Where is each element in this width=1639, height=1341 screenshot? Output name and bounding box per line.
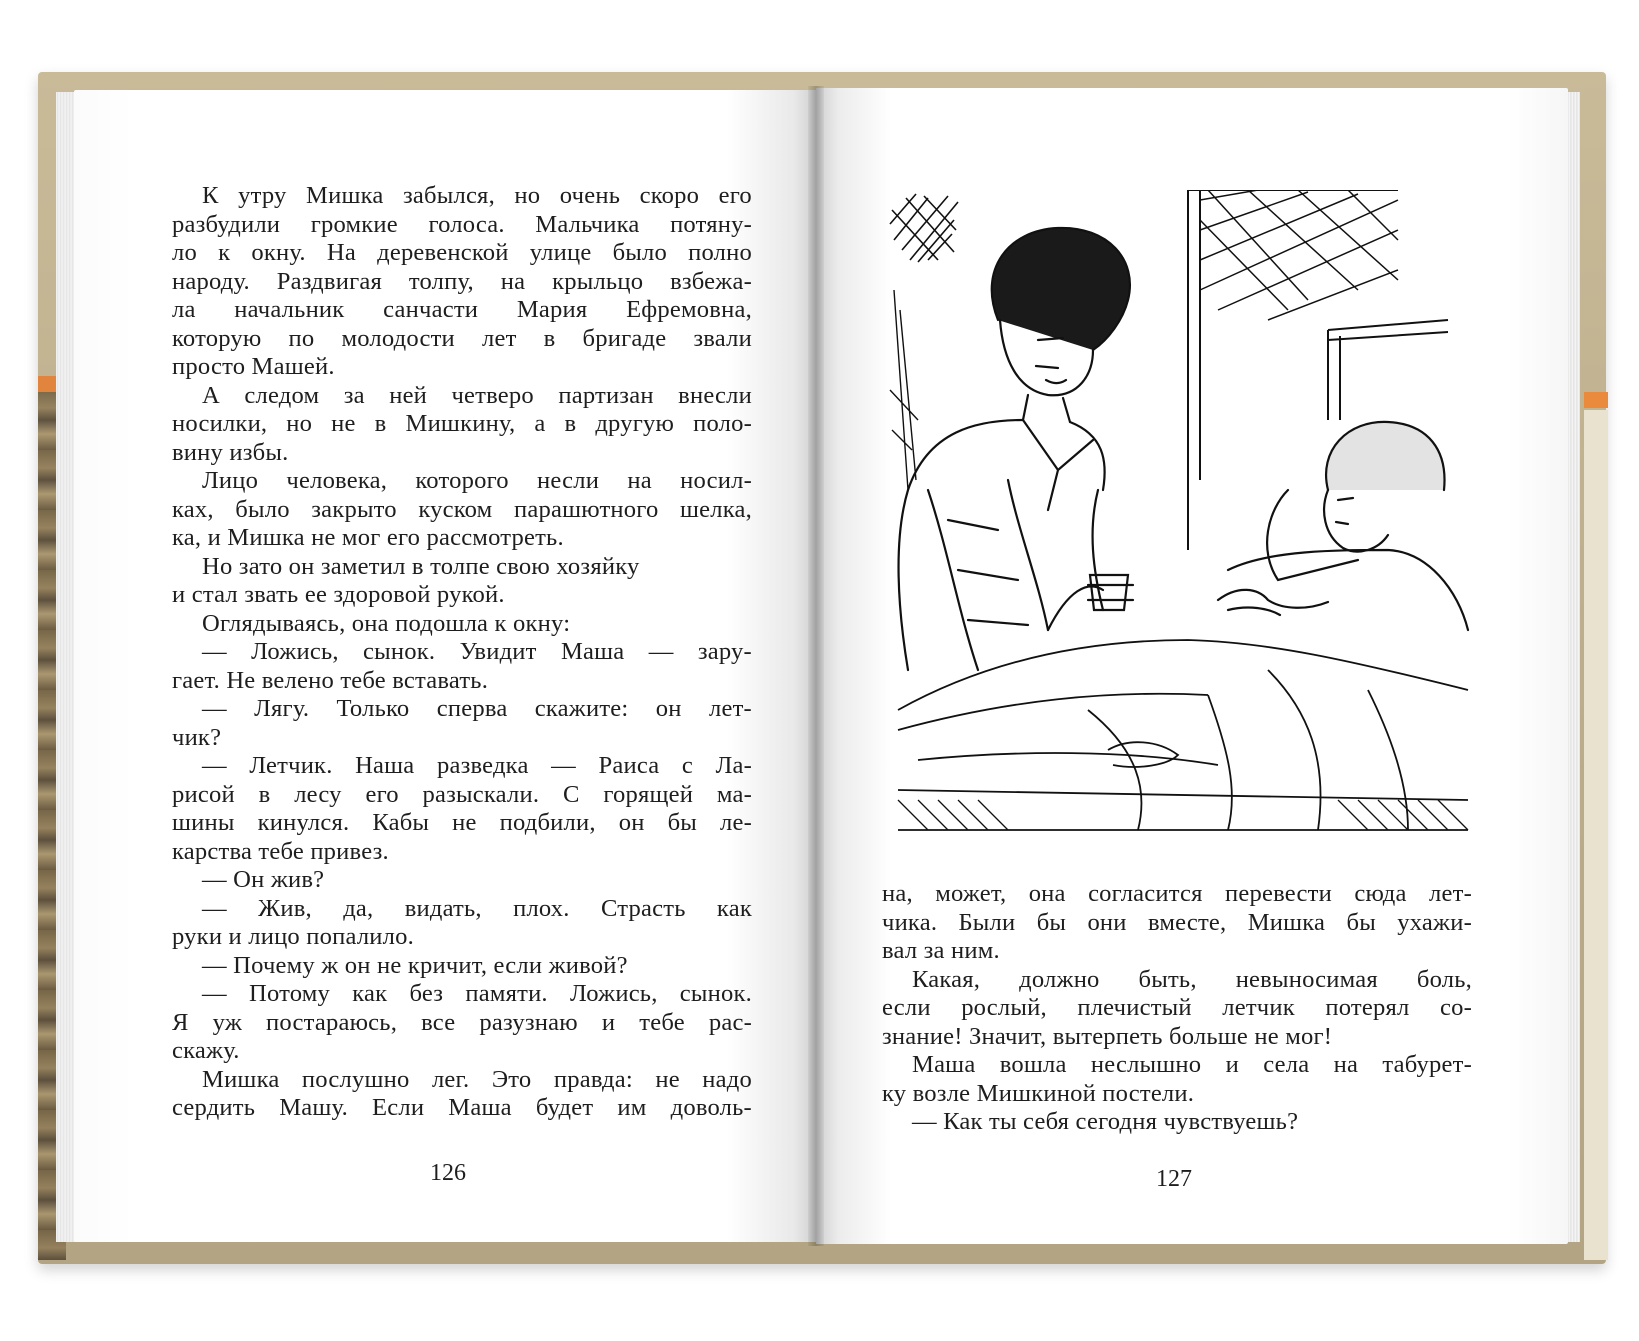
text-line: на, может, она согласится перевести сюда лет-: [882, 880, 1472, 907]
text-line: ку возле Мишкиной постели.: [882, 1079, 1195, 1107]
text-line: если рослый, плечистый летчик потерял со-: [882, 994, 1472, 1021]
text-line: шины кинулся. Кабы не подбили, он бы ле-: [172, 809, 752, 836]
text-line: вал за ним.: [882, 937, 1000, 964]
text-line: К утру Мишка забылся, но очень скоро его: [202, 182, 752, 209]
text-line: ла начальник санчасти Мария Ефремовна,: [172, 296, 752, 323]
text-line: — Лягу. Только сперва скажите: он лет-: [202, 695, 752, 722]
text-line: которую по молодости лет в бригаде звали: [172, 324, 752, 352]
right-page-number: 127: [1156, 1166, 1192, 1192]
text-line: и стал звать ее здоровой рукой.: [172, 581, 505, 608]
hatch-bottom: [898, 800, 1468, 830]
boy-hair: [1326, 422, 1444, 490]
text-line: карства тебе привез.: [172, 837, 389, 865]
text-line: Я уж постараюсь, все разузнаю и тебе рас-: [172, 1008, 752, 1036]
text-line: — Жив, да, видать, плох. Страсть как: [202, 894, 752, 922]
text-line: — Он жив?: [202, 866, 325, 893]
text-line: народу. Раздвигая толпу, на крыльцо взбежа-: [172, 267, 752, 295]
boy-figure: [1218, 422, 1468, 630]
nurse-shoulders: [899, 420, 1023, 670]
cover-right-strip: [1584, 410, 1608, 1260]
pillow: [1267, 490, 1358, 580]
text-line: разбудили громкие голоса. Мальчика потяну-: [172, 210, 752, 238]
text-line: рисой в лесу его разыскали. С горящей ма-: [172, 780, 752, 808]
cover-orange-stripe-right: [1584, 392, 1608, 408]
left-page-text: [172, 182, 752, 1123]
book-gutter: [808, 86, 824, 1246]
bed-headboard: [1328, 320, 1448, 420]
text-line: Оглядываясь, она подошла к окну:: [202, 609, 571, 637]
text-line: Лицо человека, которого несли на носил-: [202, 467, 752, 494]
nurse-neck: [1023, 395, 1070, 422]
text-line: чика. Были бы они вместе, Мишка бы ухажи-: [882, 908, 1472, 936]
illustration: [888, 190, 1480, 850]
text-line: А следом за ней четверо партизан внесли: [202, 381, 752, 409]
blanket: [898, 640, 1468, 830]
text-line: гает. Не велено тебе вставать.: [172, 666, 489, 694]
text-line: — Почему ж он не кричит, если живой?: [202, 951, 628, 979]
nurse-hair: [992, 228, 1130, 350]
text-line: сердить Машу. Если Маша будет им доволь-: [172, 1094, 752, 1121]
nurse-dress: [928, 480, 1103, 670]
text-line: вину избы.: [172, 438, 289, 466]
hatch-top-left: [890, 194, 958, 262]
text-line: скажу.: [172, 1037, 240, 1064]
text-line: — Потому как без памяти. Ложись, сынок.: [202, 980, 752, 1007]
right-page-text: [882, 880, 1472, 1137]
text-line: — Как ты себя сегодня чувствуешь?: [912, 1108, 1299, 1135]
text-line: ках, было закрыто куском парашютного шелка,: [172, 495, 752, 523]
text-line: чик?: [172, 723, 222, 751]
text-line: знание! Значит, вытерпеть больше не мог!: [882, 1022, 1333, 1050]
boy-arm: [1218, 590, 1328, 608]
text-line: носилки, но не в Мишкину, а в другую поло-: [172, 410, 752, 437]
text-line: Какая, должно быть, невыносимая боль,: [912, 965, 1472, 993]
nurse-collar: [1023, 420, 1093, 510]
text-line: — Ложись, сынок. Увидит Маша — зару-: [202, 638, 752, 665]
hatch-top-right: [1200, 190, 1398, 320]
text-line: ка, и Мишка не мог его рассмотреть.: [172, 524, 564, 551]
text-line: ло к окну. На деревенской улице было полно: [172, 239, 752, 266]
left-page-number: 126: [430, 1160, 466, 1186]
text-line: Но зато он заметил в толпе свою хозяйку: [202, 552, 640, 580]
nurse-figure: [899, 228, 1133, 670]
text-line: — Летчик. Наша разведка — Раиса с Ла-: [202, 752, 752, 779]
text-line: просто Машей.: [172, 353, 335, 380]
hatch-mid-left: [890, 290, 918, 490]
text-line: Мишка послушно лег. Это правда: не надо: [202, 1065, 752, 1093]
text-line: руки и лицо попалило.: [172, 923, 414, 950]
text-line: Маша вошла неслышно и села на табурет-: [912, 1051, 1472, 1078]
